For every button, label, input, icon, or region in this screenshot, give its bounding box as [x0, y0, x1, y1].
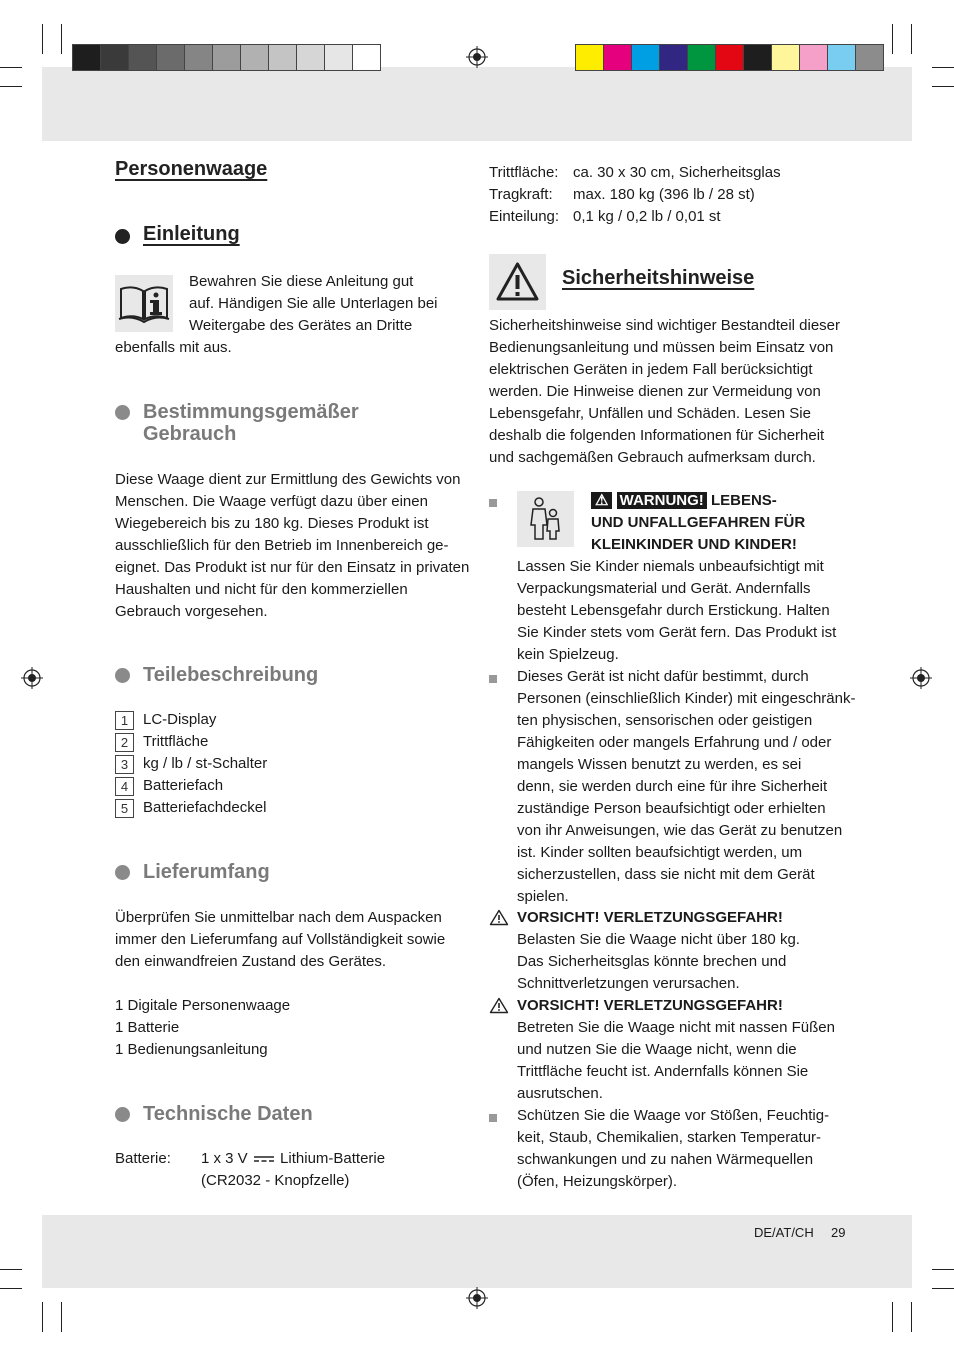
color-swatch [827, 44, 856, 71]
part-label: LC-Display [143, 711, 217, 728]
color-swatch [855, 44, 884, 71]
spec-value: 0,1 kg / 0,2 lb / 0,01 st [573, 208, 721, 225]
color-swatch [128, 44, 157, 71]
spec-label: Trittfläche: [489, 164, 559, 181]
page-footer [754, 1224, 845, 1242]
caution-triangle-icon [489, 909, 509, 926]
bullet-dot [115, 668, 130, 683]
part-label: Trittfläche [143, 733, 209, 750]
color-swatch [687, 44, 716, 71]
color-swatch [575, 44, 604, 71]
color-swatch [156, 44, 185, 71]
color-swatch [240, 44, 269, 71]
intro-text-line: ebenfalls mit aus. [115, 339, 232, 356]
part-number: 5 [115, 799, 134, 818]
spec-label: Einteilung: [489, 208, 560, 225]
child-warning-icon [517, 491, 574, 547]
color-swatch [799, 44, 828, 71]
color-swatch [631, 44, 660, 71]
battery-label: Batterie: [115, 1150, 171, 1167]
color-swatch [212, 44, 241, 71]
page-number: 29 [830, 1225, 846, 1240]
battery-value: 1 x 3 V Lithium-Batterie [201, 1150, 386, 1167]
tech-heading: Technische Daten [143, 1103, 313, 1125]
intro-text-line: Weitergabe des Gerätes an Dritte [189, 317, 413, 334]
color-swatch [296, 44, 325, 71]
color-swatch [100, 44, 129, 71]
intro-text-line: Bewahren Sie diese Anleitung gut [189, 273, 414, 290]
color-swatch [324, 44, 353, 71]
warning-text: Lassen Sie Kinder niemals unbeaufsichtigt mit Verpackungsmaterial und Gerät. Andernfalls besteht Lebensgefahr durch Erstickung. Halten Sie Kinder stets vom Gerät fern. Das Produkt ist kein Spielzeug. [517, 558, 837, 663]
caution-triangle-icon [489, 997, 509, 1014]
intro-text-line: auf. Händigen Sie alle Unterlagen bei [189, 295, 438, 312]
color-swatch [771, 44, 800, 71]
bullet-dot [115, 1107, 130, 1122]
warning-triangle-icon [489, 254, 546, 310]
registration-mark-icon [21, 667, 43, 689]
registration-mark-icon [910, 667, 932, 689]
part-label: kg / lb / st-Schalter [143, 755, 268, 772]
caution-title: VORSICHT! VERLETZUNGSGEFAHR! [517, 909, 783, 926]
color-swatch [184, 44, 213, 71]
color-swatch [72, 44, 101, 71]
spec-value: ca. 30 x 30 cm, Sicherheitsglas [573, 164, 781, 181]
dc-symbol-icon [254, 1154, 274, 1164]
color-swatch [352, 44, 381, 71]
use-heading-line2: Gebrauch [143, 423, 237, 445]
parts-heading: Teilebeschreibung [143, 664, 319, 686]
bullet-square [489, 499, 497, 507]
color-swatch [743, 44, 772, 71]
region-label: DE/AT/CH [754, 1225, 814, 1240]
use-heading-line1: Bestimmungsgemäßer [143, 401, 359, 423]
delivery-text: Überprüfen Sie unmittelbar nach dem Auspacken immer den Lieferumfang auf Vollständigkeit sowie den einwandfreien Zustand des Gerätes. [115, 909, 446, 970]
caution-text: Betreten Sie die Waage nicht mit nassen Füßen und nutzen Sie die Waage nicht, wenn die Trittfläche feucht ist. Andernfalls können Sie ausrutschen. [517, 1019, 835, 1102]
intro-heading: Einleitung [143, 223, 240, 245]
warning-title: ⚠ WARNUNG! LEBENS- [591, 490, 777, 512]
safety-heading: Sicherheitshinweise [562, 267, 755, 289]
delivery-heading: Lieferumfang [143, 861, 270, 883]
color-swatch [659, 44, 688, 71]
bullet-text: Schützen Sie die Waage vor Stößen, Feuchtig- keit, Staub, Chemikalien, starken Temperatur- schwankungen und zu nahen Wärmequellen (Öfen, Heizungskörper). [517, 1107, 830, 1190]
color-swatch [268, 44, 297, 71]
warning-title-line: UND UNFALLGEFAHREN FÜR [591, 514, 806, 531]
registration-mark-icon [466, 1287, 488, 1309]
warning-label: WARNUNG! [617, 492, 707, 509]
bullet-dot [115, 405, 130, 420]
safety-text: Sicherheitshinweise sind wichtiger Bestandteil dieser Bedienungsanleitung und müssen beim Einsatz von elektrischen Geräten in jedem Fall berücksichtigt werden. Die Hinweise dienen zur Vermeidung von Lebensgefahr, Unfällen und Schäden. Lesen Sie deshalb die folgenden Informationen für Sicherheit und sachgemäßen Gebrauch aufmerksam durch. [489, 317, 841, 466]
caution-text: Belasten Sie die Waage nicht über 180 kg. Das Sicherheitsglas könnte brechen und Schnittverletzungen verursachen. [517, 931, 800, 992]
part-number: 3 [115, 755, 134, 774]
bullet-square [489, 675, 497, 683]
header-band [42, 67, 912, 141]
part-label: Batteriefachdeckel [143, 799, 267, 816]
bullet-square [489, 1114, 497, 1122]
page-title: Personenwaage [115, 158, 268, 180]
caution-title: VORSICHT! VERLETZUNGSGEFAHR! [517, 997, 783, 1014]
part-number: 1 [115, 711, 134, 730]
info-book-icon [115, 275, 173, 332]
bullet-text: Dieses Gerät ist nicht dafür bestimmt, durch Personen (einschließlich Kinder) mit eingeschränk- ten physischen, sensorischen oder geistigen Fähigkeiten oder mangels Erfahrung und / oder mangels Wissen benutzt zu werden, es sei denn, sie werden durch eine für ihre Sicherheit zuständige Person beaufsichtigt oder erhielten von ihr Anweisungen, wie das Gerät zu benutzen ist. Kinder sollten beaufsichtigt werden, um sicherzustellen, dass sie nicht mit dem Gerät spielen. [517, 668, 856, 905]
registration-mark-icon [466, 46, 488, 68]
battery-value-line2: (CR2032 - Knopfzelle) [201, 1172, 350, 1189]
warning-title-line: KLEINKINDER UND KINDER! [591, 536, 797, 553]
use-text: Diese Waage dient zur Ermittlung des Gewichts von Menschen. Die Waage verfügt dazu über einen Wiegebereich bis zu 180 kg. Dieses Produkt ist ausschließlich für den Betrieb im Innenbereich ge- eignet. Das Produkt ist nur für den Einsatz in privaten Haushalten und nicht für den kommerziellen Gebrauch vorgesehen. [115, 471, 470, 620]
bullet-dot [115, 229, 130, 244]
spec-label: Tragkraft: [489, 186, 553, 203]
part-label: Batteriefach [143, 777, 224, 794]
delivery-items: 1 Digitale Personenwaage 1 Batterie 1 Bedienungsanleitung [115, 997, 291, 1058]
warning-triangle-icon: ⚠ [591, 492, 612, 509]
part-number: 2 [115, 733, 134, 752]
color-swatch [715, 44, 744, 71]
spec-value: max. 180 kg (396 lb / 28 st) [573, 186, 755, 203]
bullet-dot [115, 865, 130, 880]
part-number: 4 [115, 777, 134, 796]
color-swatch [603, 44, 632, 71]
